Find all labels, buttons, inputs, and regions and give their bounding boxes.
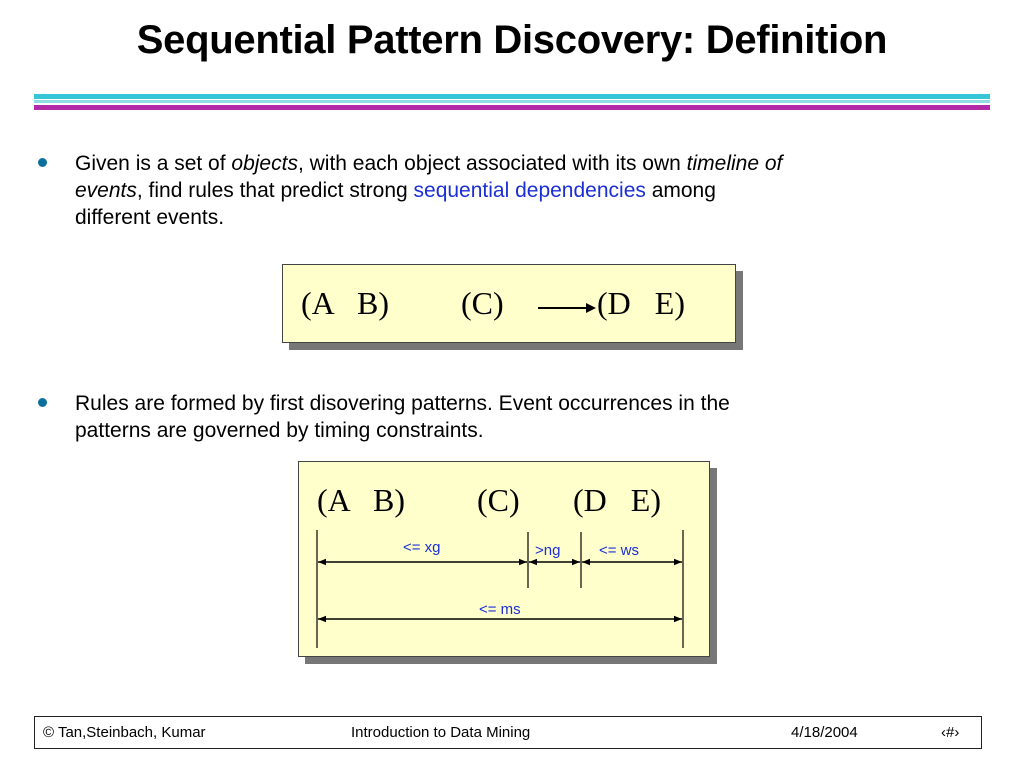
footer-copyright: © Tan,Steinbach, Kumar (43, 724, 206, 741)
sequence-element-c: (C) (477, 482, 520, 518)
slide-footer (34, 716, 982, 749)
bullet-1-text (75, 150, 975, 231)
timing-constraints-box (298, 461, 710, 657)
title-rule-magenta (34, 105, 990, 110)
window-size-label: <= ws (599, 542, 640, 559)
bullet-dot-icon (38, 158, 47, 167)
rule-example-box (282, 264, 736, 343)
footer-course: Introduction to Data Mining (351, 724, 531, 741)
bullet-2-line-2: patterns are governed by timing constraints. (75, 419, 484, 442)
bullet-2-line-1: Rules are formed by first disovering patterns. Event occurrences in the (75, 392, 730, 415)
bullet-1-line-1: Given is a set of objects, with each object associated with its own timeline of (75, 152, 783, 175)
sequence-element-ab: (A B) (301, 285, 389, 321)
min-gap-label: >ng (535, 542, 561, 559)
max-gap-label: <= xg (403, 539, 441, 556)
bullet-dot-icon (38, 398, 47, 407)
sequence-element-de: (D E) (573, 482, 661, 518)
title-rule-cyan (34, 94, 990, 99)
sequential-dependencies-text: sequential dependencies (413, 179, 646, 202)
footer-page-number: ‹#› (941, 724, 960, 741)
sequence-element-ab: (A B) (317, 482, 405, 518)
sequence-element-de: (D E) (597, 285, 685, 321)
title-rule-light (34, 100, 990, 103)
footer-date: 4/18/2004 (791, 724, 858, 741)
bullet-1-line-2: events, find rules that predict strong sequential dependencies among (75, 179, 716, 202)
sequence-element-c: (C) (461, 285, 504, 321)
implies-arrow-icon (538, 301, 596, 315)
bullet-1-line-3: different events. (75, 206, 225, 229)
slide-title: Sequential Pattern Discovery: Definition (136, 18, 888, 62)
max-span-label: <= ms (479, 601, 521, 618)
timing-dimension-lines (299, 462, 709, 656)
bullet-2-text (75, 390, 975, 444)
